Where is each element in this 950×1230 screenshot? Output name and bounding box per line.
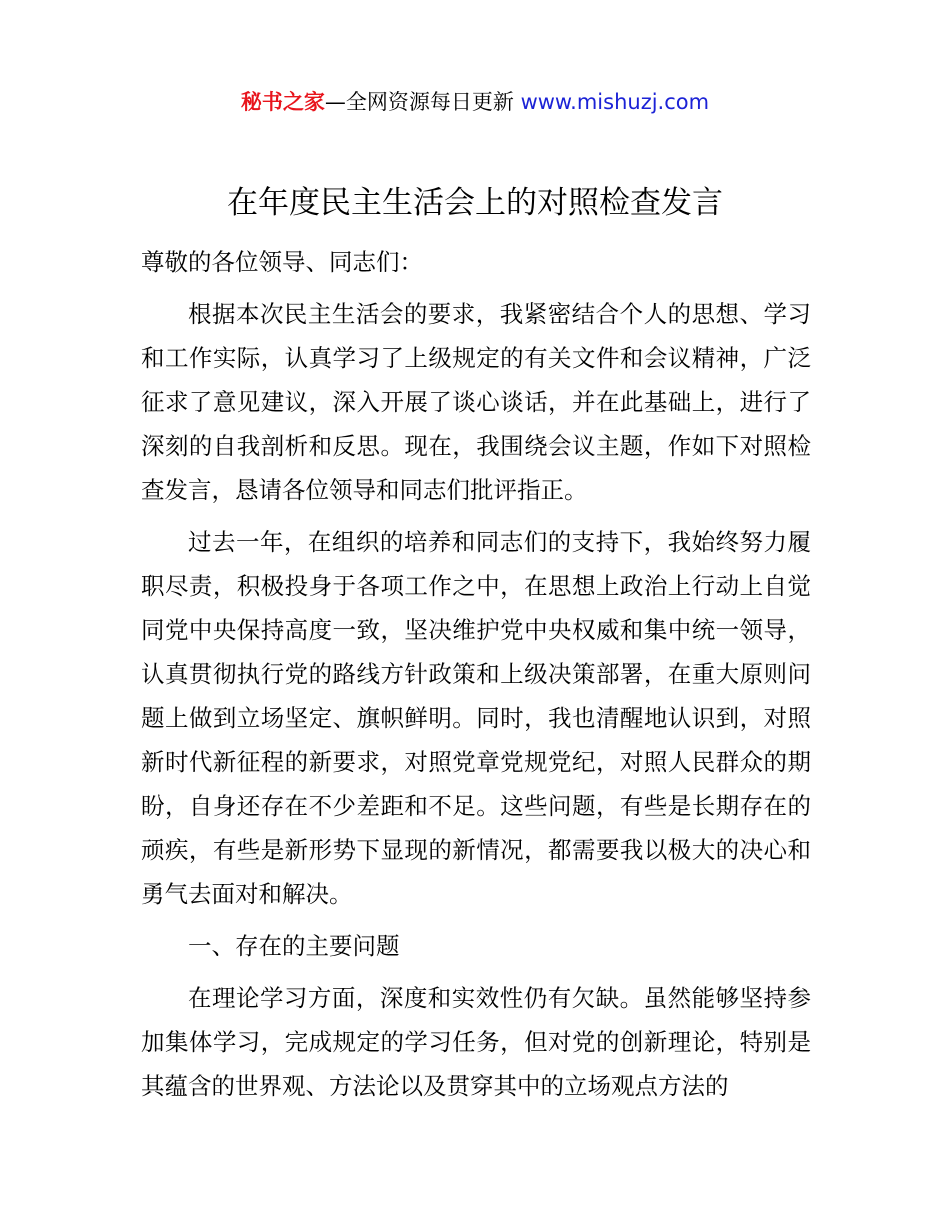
site-header — [0, 86, 950, 118]
document-body — [141, 240, 811, 1116]
paragraph-intro: 根据本次民主生活会的要求，我紧密结合个人的思想、学习和工作实际，认真学习了上级规定的有关文件和会议精神，广泛征求了意见建议，深入开展了谈心谈话，并在此基础上，进行了深刻的自我剖析和反思。现在，我围绕会议主题，作如下对照检查发言，恳请各位领导和同志们批评指正。 — [141, 300, 811, 504]
paragraph-review: 过去一年，在组织的培养和同志们的支持下，我始终努力履职尽责，积极投身于各项工作之中，在思想上政治上行动上自觉同党中央保持高度一致，坚决维护党中央权威和集中统一领导，认真贯彻执行党的路线方针政策和上级决策部署，在重大原则问题上做到立场坚定、旗帜鲜明。同时，我也清醒地认识到，对照新时代新征程的新要求，对照党章党规党纪，对照人民群众的期盼，自身还存在不少差距和不足。这些问题，有些是长期存在的顽疾，有些是新形势下显现的新情况，都需要我以极大的决心和勇气去面对和解决。 — [141, 528, 811, 908]
site-brand: 秘书之家 — [240, 90, 325, 114]
salutation: 尊敬的各位领导、同志们： — [141, 248, 423, 276]
site-tagline: —全网资源每日更新 — [324, 90, 521, 114]
section-heading: 一、存在的主要问题 — [188, 932, 400, 960]
paragraph-theory-study: 在理论学习方面，深度和实效性仍有欠缺。虽然能够坚持参加集体学习，完成规定的学习任务，但对党的创新理论，特别是其蕴含的世界观、方法论以及贯穿其中的立场观点方法的 — [141, 984, 811, 1100]
site-url-link[interactable]: www.mishuzj.com — [520, 90, 710, 114]
document-title: 在年度民主生活会上的对照检查发言 — [227, 185, 723, 221]
